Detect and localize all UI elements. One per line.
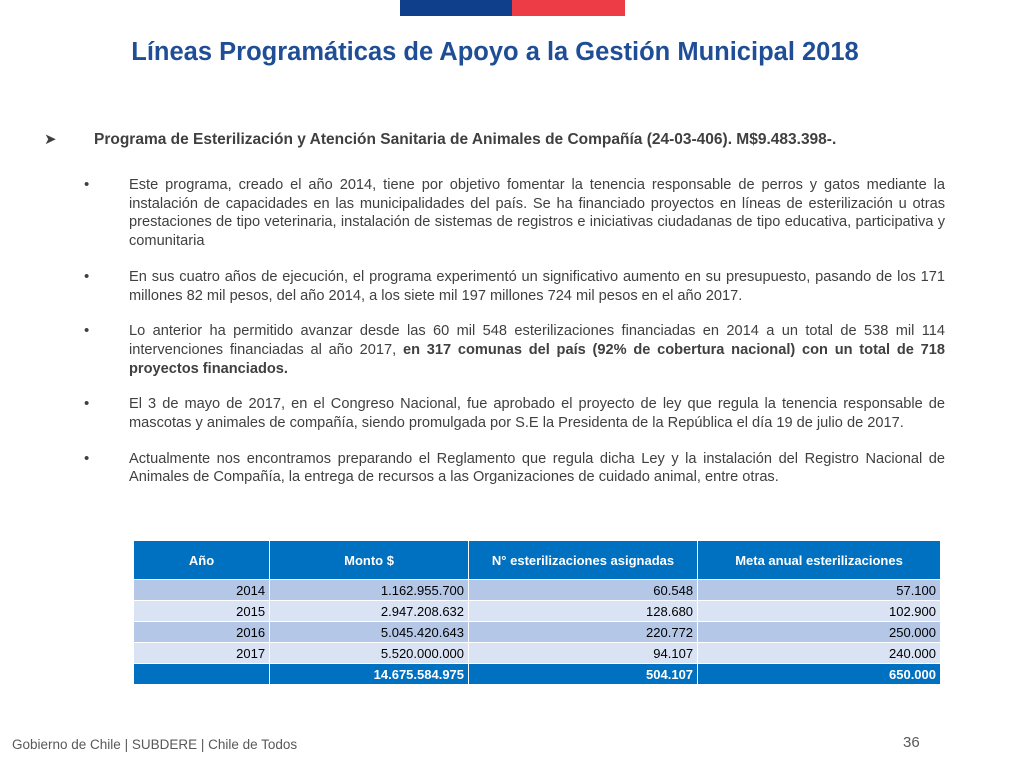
table-row bbox=[134, 601, 941, 622]
bullet-list bbox=[84, 176, 945, 504]
bullet-item bbox=[84, 176, 945, 251]
cell-meta: 102.900 bbox=[698, 601, 941, 622]
cell-total-esterilizaciones: 504.107 bbox=[469, 664, 698, 685]
bullet-dot-icon: • bbox=[84, 395, 90, 413]
bullet-text: Actualmente nos encontramos preparando el Reglamento que regula dicha Ley y la instalación del Registro Nacional de Animales de Compañía, la entrega de recursos a las Organizaciones de cuidado animal, entre otras. bbox=[129, 450, 945, 486]
cell-total-meta: 650.000 bbox=[698, 664, 941, 685]
cell-ano: 2017 bbox=[134, 643, 270, 664]
table-row bbox=[134, 580, 941, 601]
flag-blue-segment bbox=[400, 0, 512, 16]
program-text: Programa de Esterilización y Atención Sanitaria de Animales de Compañía (24-03-406). M$9.483.398-. bbox=[94, 131, 837, 148]
bullet-text-bold: en 317 comunas del país (92% de cobertura nacional) con un total de 718 proyectos financiados. bbox=[129, 341, 945, 377]
cell-esterilizaciones: 94.107 bbox=[469, 643, 698, 664]
cell-meta: 240.000 bbox=[698, 643, 941, 664]
cell-total-ano bbox=[134, 664, 270, 685]
cell-ano: 2014 bbox=[134, 580, 270, 601]
program-line bbox=[44, 130, 944, 150]
table-total-row bbox=[134, 664, 941, 685]
sterilization-table bbox=[133, 540, 941, 685]
arrow-bullet-icon: ➤ bbox=[44, 131, 57, 148]
bullet-text bbox=[129, 322, 945, 378]
bullet-text: El 3 de mayo de 2017, en el Congreso Nacional, fue aprobado el proyecto de ley que regula la tenencia responsable de mascotas y animales de compañía, siendo promulgada por S.E la Presidenta de la República el día 19 de julio de 2017. bbox=[129, 396, 945, 432]
cell-ano: 2015 bbox=[134, 601, 270, 622]
slide-title: Líneas Programáticas de Apoyo a la Gestión Municipal 2018 bbox=[131, 38, 859, 66]
header-monto: Monto $ bbox=[270, 541, 469, 580]
cell-esterilizaciones: 60.548 bbox=[469, 580, 698, 601]
table-row bbox=[134, 622, 941, 643]
bullet-item bbox=[84, 395, 945, 432]
bullet-item bbox=[84, 322, 945, 378]
cell-meta: 250.000 bbox=[698, 622, 941, 643]
cell-ano: 2016 bbox=[134, 622, 270, 643]
bullet-text-regular: Lo anterior ha permitido avanzar desde las 60 mil 548 esterilizaciones financiadas en 2014 a un total de 538 mil 114 intervenciones financiadas al año 2017, bbox=[129, 323, 945, 358]
bullet-item bbox=[84, 450, 945, 487]
flag-red-segment bbox=[512, 0, 625, 16]
cell-monto: 5.520.000.000 bbox=[270, 643, 469, 664]
header-esterilizaciones: N° esterilizaciones asignadas bbox=[469, 541, 698, 580]
cell-monto: 2.947.208.632 bbox=[270, 601, 469, 622]
cell-esterilizaciones: 128.680 bbox=[469, 601, 698, 622]
bullet-text: Este programa, creado el año 2014, tiene por objetivo fomentar la tenencia responsable de perros y gatos mediante la instalación de capacidades en las municipalidades del país. Se ha financiado proyectos en líneas de esterilización u otras prestaciones de tipo veterinaria, instalación de sistemas de registros e iniciativas ciudadanas de tipo educativa, participativa y comunitaria bbox=[129, 177, 945, 250]
bullet-dot-icon: • bbox=[84, 176, 90, 193]
chile-flag-bar bbox=[400, 0, 625, 16]
cell-meta: 57.100 bbox=[698, 580, 941, 601]
header-meta: Meta anual esterilizaciones bbox=[698, 541, 941, 580]
cell-monto: 1.162.955.700 bbox=[270, 580, 469, 601]
cell-monto: 5.045.420.643 bbox=[270, 622, 469, 643]
bullet-dot-icon: • bbox=[84, 322, 90, 340]
bullet-text: En sus cuatro años de ejecución, el programa experimentó un significativo aumento en su presupuesto, pasando de los 171 millones 82 mil pesos, del año 2014, a los siete mil 197 millones 724 mil pesos en el año 2017. bbox=[129, 268, 945, 304]
header-ano: Año bbox=[134, 541, 270, 580]
table-row bbox=[134, 643, 941, 664]
page-number: 36 bbox=[903, 734, 920, 751]
bullet-dot-icon: • bbox=[84, 449, 90, 467]
bullet-item bbox=[84, 268, 945, 305]
cell-total-monto: 14.675.584.975 bbox=[270, 664, 469, 685]
bullet-dot-icon: • bbox=[84, 267, 90, 285]
cell-esterilizaciones: 220.772 bbox=[469, 622, 698, 643]
table-header-row bbox=[134, 541, 941, 580]
footer-text: Gobierno de Chile | SUBDERE | Chile de Todos bbox=[12, 737, 298, 752]
